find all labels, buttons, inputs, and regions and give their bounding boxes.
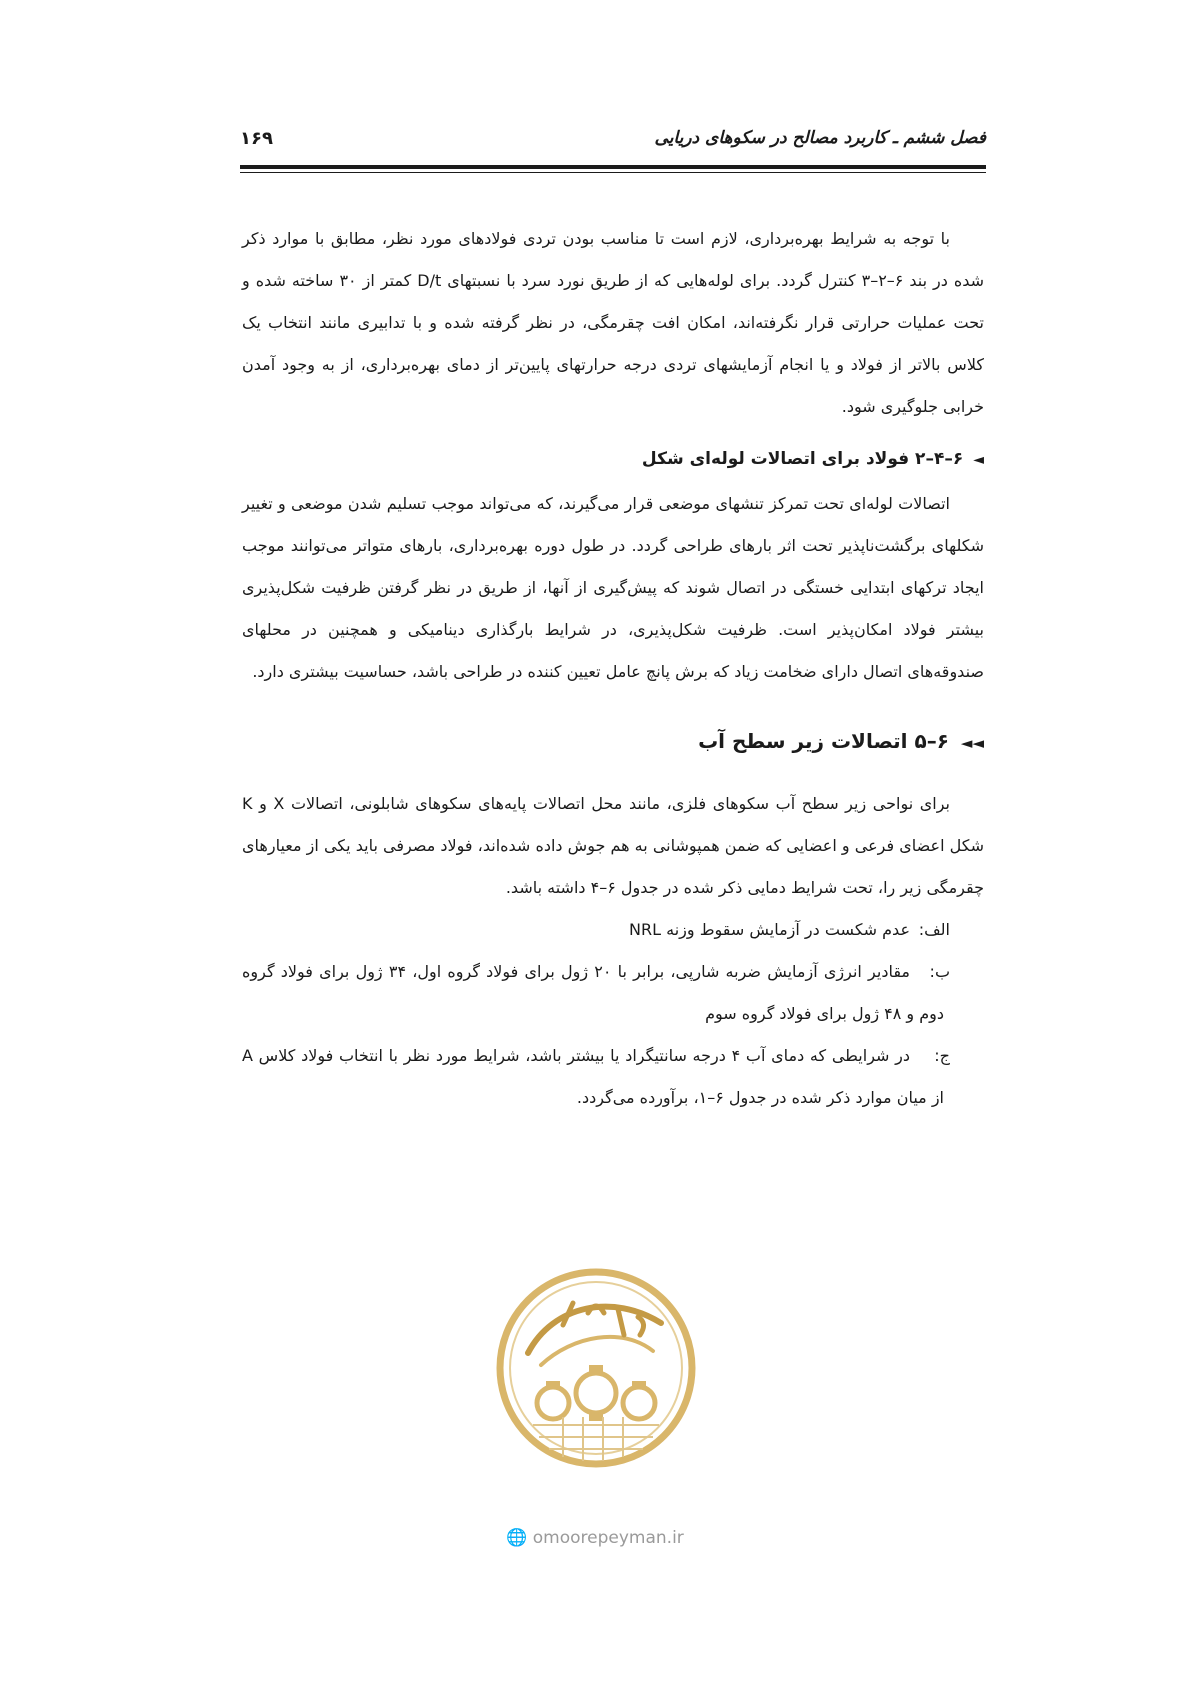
page-number: ۱۶۹	[240, 128, 273, 149]
header-rule-thick	[240, 165, 986, 169]
list-item-label: الف:	[918, 920, 950, 939]
body-text	[242, 218, 984, 1119]
header-rule-thin	[240, 172, 986, 173]
paragraph-1: با توجه به شرایط بهره‌برداری، لازم است تا مناسب بودن تردی فولادهای مورد نظر، مطابق با موارد ذکر شده در بند ۶–۲–۳ کنترل گردد. برای لوله‌هایی که از طریق نورد سرد با نسبتهای D/t کمتر از ۳۰ ساخته شده و تحت عملیات حرارتی قرار نگرفته‌اند، امکان افت چقرمگی، در نظر گرفته شده و با تدابیری مانند انتخاب یک کلاس بالاتر از فولاد و یا انجام آزمایشهای تردی درجه حرارتهای پایین‌تر از دمای بهره‌برداری، از به وجود آمدن خرابی جلوگیری شود.	[242, 229, 985, 416]
section-heading-text: ۶–۵ اتصالات زیر سطح آب	[698, 729, 949, 753]
list-item-text: در شرایطی که دمای آب ۴ درجه سانتیگراد یا بیشتر باشد، شرایط مورد نظر با انتخاب فولاد کلاس A از میان موارد ذکر شده در جدول ۶–۱، برآورده می‌گردد.	[242, 1046, 944, 1107]
list-item-label: ب:	[929, 962, 950, 981]
double-triangle-bullet-icon: ◄◄	[960, 734, 984, 752]
list-item	[242, 909, 984, 951]
globe-icon: 🌐	[506, 1528, 528, 1548]
paragraph-3: برای نواحی زیر سطح آب سکوهای فلزی، مانند محل اتصالات پایه‌های سکوهای شابلونی، اتصالات X و K شکل اعضای فرعی و اعضایی که ضمن همپوشانی به هم جوش داده شده‌اند، فولاد مصرفی باید یکی از معیارهای چقرمگی زیر را، تحت شرایط دمایی ذکر شده در جدول ۶–۴ داشته باشد.	[242, 794, 984, 897]
list-item	[242, 1035, 984, 1119]
section-heading	[242, 721, 984, 763]
subsection-heading	[242, 440, 984, 479]
paragraph-2: اتصالات لوله‌ای تحت تمرکز تنشهای موضعی قرار می‌گیرند، که می‌تواند موجب تسلیم شدن موضعی و تغییر شکلهای برگشت‌ناپذیر تحت اثر بارهای طراحی گردد. در طول دوره بهره‌برداری، بارهای متواتر می‌توانند موجب ایجاد ترکهای ابتدایی خستگی در اتصال شوند که پیش‌گیری از آنها، از طریق در نظر گرفتن ظرفیت شکل‌پذیری بیشتر فولاد امکان‌پذیر است. ظرفیت شکل‌پذیری، در شرایط بارگذاری دینامیکی و همچنین در محلهای صندوقه‌های اتصال دارای ضخامت زیاد که برش پانچ عامل تعیین کننده در طراحی باشد، حساسیت بیشتری دارد.	[242, 494, 984, 681]
triangle-bullet-icon: ◄	[973, 452, 984, 468]
list-item-label: ج:	[934, 1046, 950, 1065]
chapter-title: فصل ششم ـ کاربرد مصالح در سکوهای دریایی	[654, 128, 986, 148]
website-url: omoorepeyman.ir	[532, 1528, 684, 1548]
subsection-heading-text: ۶–۴–۲ فولاد برای اتصالات لوله‌ای شکل	[641, 449, 964, 469]
omoorepeyman-logo-icon	[493, 1265, 699, 1471]
website-footer	[470, 1528, 720, 1548]
list-item	[242, 951, 984, 1035]
list-item-text: عدم شکست در آزمایش سقوط وزنه NRL	[629, 920, 910, 939]
page-header	[240, 128, 986, 158]
list-item-text: مقادیر انرژی آزمایش ضربه شارپی، برابر با ۲۰ ژول برای فولاد گروه اول، ۳۴ ژول برای فولاد گروه دوم و ۴۸ ژول برای فولاد گروه سوم	[242, 962, 944, 1023]
